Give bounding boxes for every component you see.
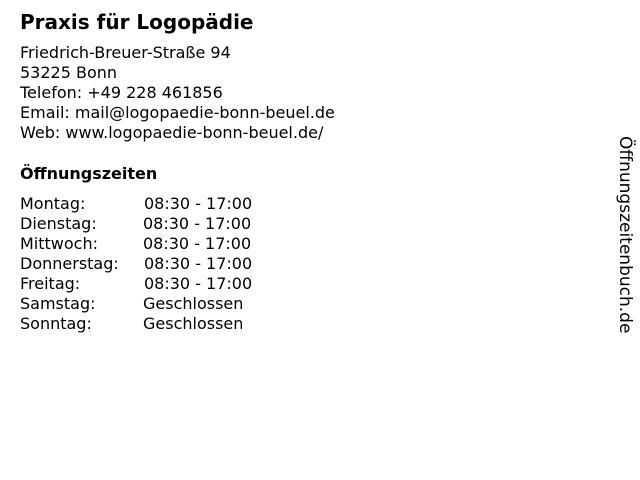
practice-address-block — [20, 43, 335, 143]
day-label: Montag: — [20, 194, 86, 213]
website-url: Web: www.logopaedie-bonn-beuel.de/ — [20, 123, 324, 142]
day-label: Freitag: — [20, 274, 81, 293]
day-label: Donnerstag: — [20, 254, 119, 273]
phone-number: Telefon: +49 228 461856 — [20, 83, 223, 102]
day-hours: Geschlossen — [143, 294, 244, 313]
site-watermark-label: Öffnungszeitenbuch.de — [615, 136, 635, 334]
day-hours: 08:30 - 17:00 — [143, 214, 252, 233]
city-postcode: 53225 Bonn — [20, 63, 118, 82]
day-label: Dienstag: — [20, 214, 97, 233]
day-hours: 08:30 - 17:00 — [144, 194, 253, 213]
day-hours: Geschlossen — [143, 314, 244, 333]
day-label: Mittwoch: — [20, 234, 98, 253]
day-label: Sonntag: — [20, 314, 92, 333]
day-hours: 08:30 - 17:00 — [144, 254, 253, 273]
street-address: Friedrich-Breuer-Straße 94 — [20, 43, 231, 62]
email-address: Email: mail@logopaedie-bonn-beuel.de — [20, 103, 335, 122]
day-hours: 08:30 - 17:00 — [144, 274, 253, 293]
day-hours: 08:30 - 17:00 — [143, 234, 252, 253]
opening-hours-heading: Öffnungszeiten — [20, 164, 158, 183]
practice-title: Praxis für Logopädie — [20, 10, 254, 34]
day-label: Samstag: — [20, 294, 96, 313]
